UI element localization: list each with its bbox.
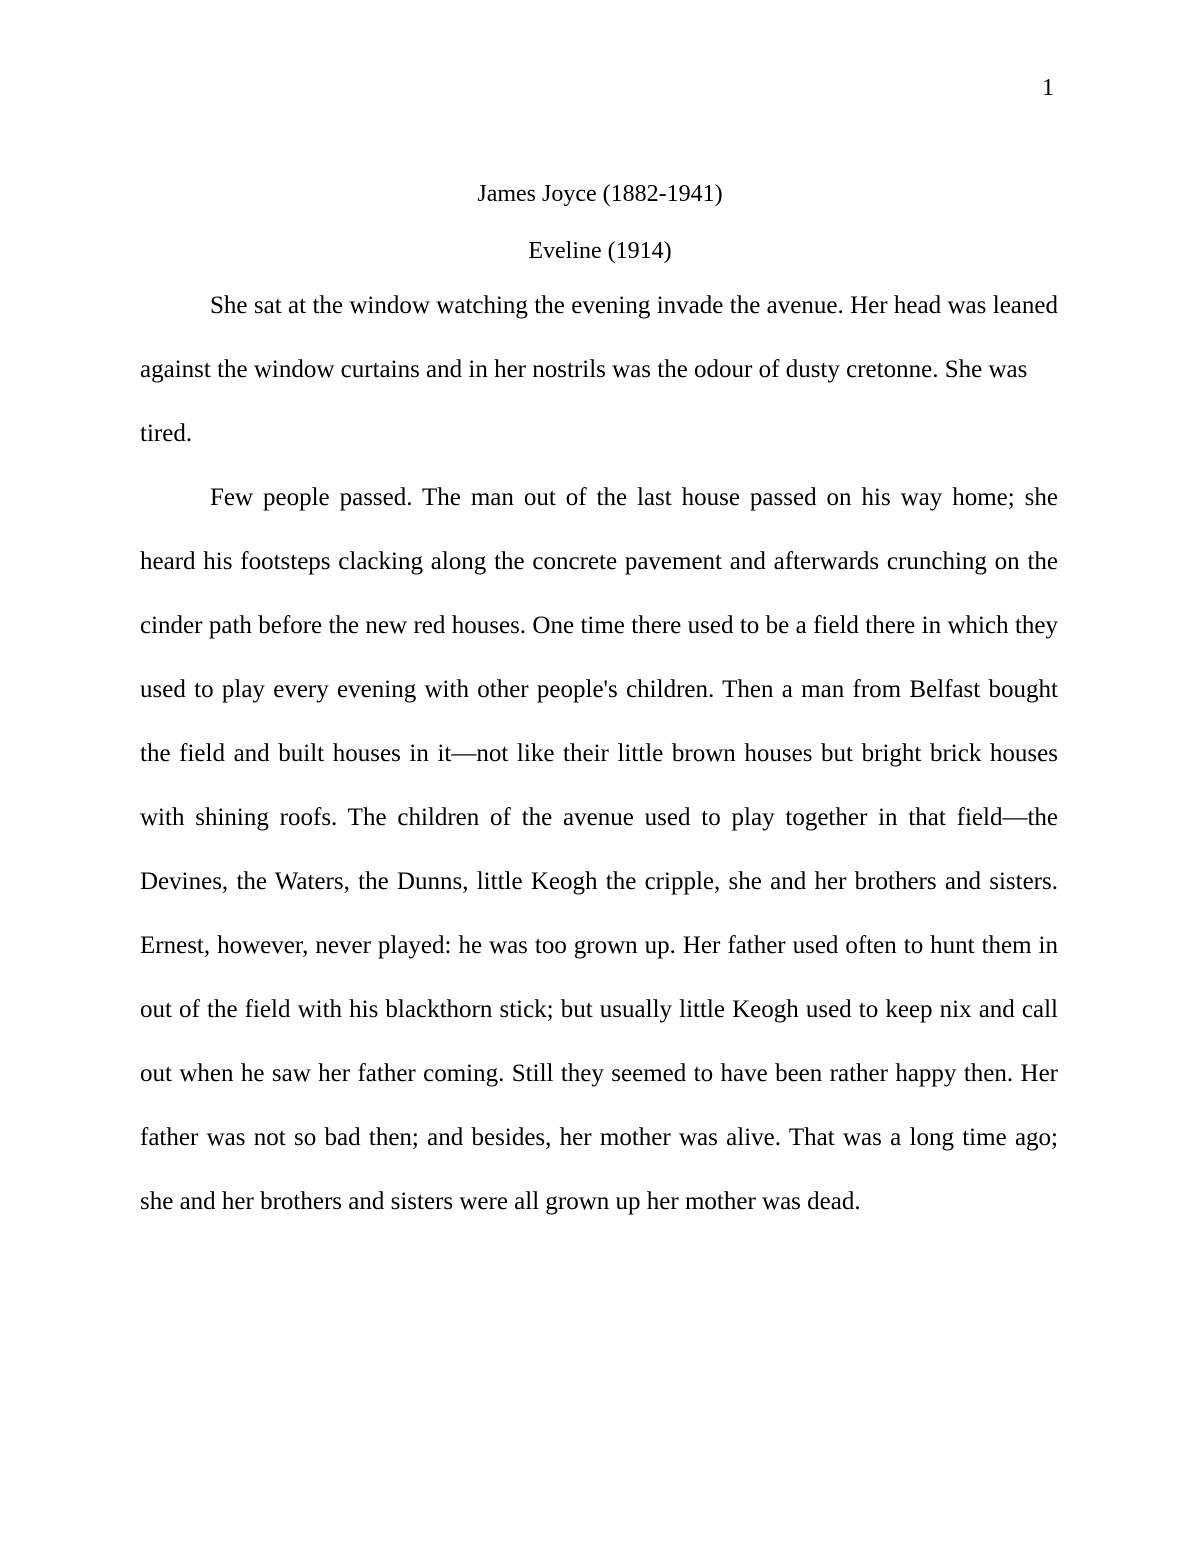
body-text bbox=[140, 274, 1058, 1234]
author-heading: James Joyce (1882-1941) bbox=[477, 181, 723, 207]
paragraph-1: She sat at the window watching the evening invade the avenue. Her head was leaned against the window curtains and in her nostrils was the odour of dusty cretonne. She was bbox=[140, 292, 1058, 383]
paragraph-3: Few people passed. The man out of the last house passed on his way home; she heard his footsteps clacking along the concrete pavement and afterwards crunching on the cinder path before the new red houses. One time there used to be a field there in which they used to play every evening with other people's children. Then a man from Belfast bought the field and built houses in it—not like their little brown houses but bright brick houses with shining roofs. The children of the avenue used to play together in that field—the Devines, the Waters, the Dunns, little Keogh the cripple, she and her brothers and sisters. Ernest, however, never played: he was too grown up. Her father used often to hunt them in out of the field with his blackthorn stick; but usually little Keogh used to keep nix and call out when he saw her father coming. Still they seemed to have been rather happy then. Her father was not so bad then; and besides, her mother was alive. That was a long time ago; she and her brothers and sisters were all grown up her mother was dead. bbox=[140, 484, 1058, 1215]
paragraph-2: tired. bbox=[140, 420, 193, 447]
page-number: 1 bbox=[1042, 75, 1054, 101]
title-heading: Eveline (1914) bbox=[528, 238, 672, 264]
